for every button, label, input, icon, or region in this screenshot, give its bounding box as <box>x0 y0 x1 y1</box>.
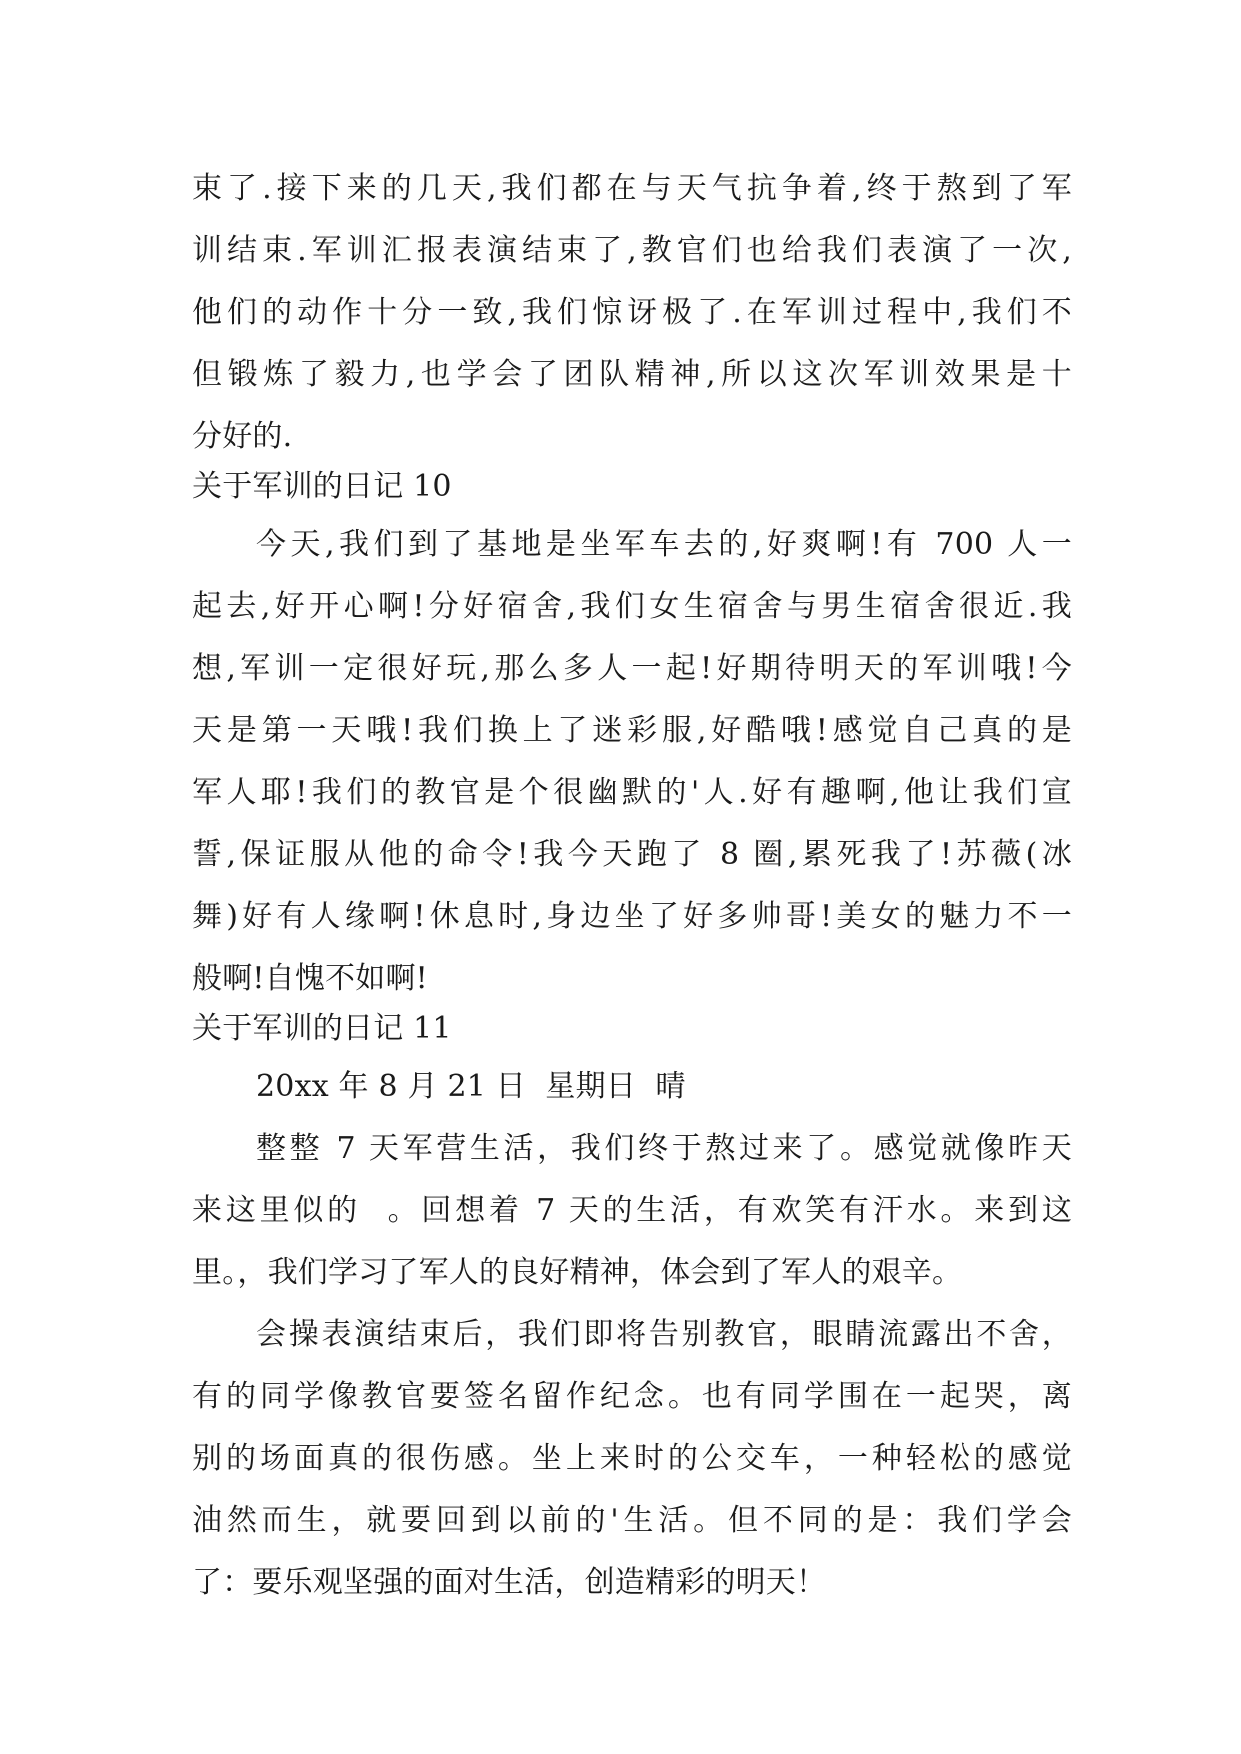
entry-title: 关于军训的日记 11 <box>192 1011 452 1046</box>
body-line: 训结束.军训汇报表演结束了,教官们也给我们表演了一次, <box>192 233 1072 268</box>
body-line: 今天,我们到了基地是坐军车去的,好爽啊!有 700 人一 <box>256 527 1072 562</box>
body-line: 来这里似的 。回想着 7 天的生活，有欢笑有汗水。来到这 <box>192 1193 1072 1228</box>
date-line: 20xx 年 8 月 21 日 星期日 晴 <box>256 1069 686 1104</box>
entry-title: 关于军训的日记 10 <box>192 469 452 504</box>
body-line: 般啊!自愧不如啊! <box>192 961 428 996</box>
body-line: 但锻炼了毅力,也学会了团队精神,所以这次军训效果是十 <box>192 357 1072 392</box>
body-line: 他们的动作十分一致,我们惊讶极了.在军训过程中,我们不 <box>192 295 1072 330</box>
body-line: 束了.接下来的几天,我们都在与天气抗争着,终于熬到了军 <box>192 171 1072 206</box>
body-line: 起去,好开心啊!分好宿舍,我们女生宿舍与男生宿舍很近.我 <box>192 589 1072 624</box>
body-line: 了：要乐观坚强的面对生活，创造精彩的明天！ <box>192 1565 827 1600</box>
body-line: 军人耶!我们的教官是个很幽默的'人.好有趣啊,他让我们宣 <box>192 775 1072 810</box>
body-line: 别的场面真的很伤感。坐上来时的公交车，一种轻松的感觉 <box>192 1441 1072 1476</box>
body-line: 舞)好有人缘啊!休息时,身边坐了好多帅哥!美女的魅力不一 <box>192 899 1072 934</box>
body-line: 想,军训一定很好玩,那么多人一起!好期待明天的军训哦!今 <box>192 651 1072 686</box>
body-line: 分好的. <box>192 419 293 454</box>
body-line: 里。，我们学习了军人的良好精神，体会到了军人的艰辛。 <box>192 1255 963 1290</box>
body-line: 有的同学像教官要签名留作纪念。也有同学围在一起哭，离 <box>192 1379 1072 1414</box>
body-line: 誓,保证服从他的命令!我今天跑了 8 圈,累死我了!苏薇(冰 <box>192 837 1072 872</box>
body-line: 油然而生，就要回到以前的'生活。但不同的是：我们学会 <box>192 1503 1072 1538</box>
body-line: 会操表演结束后，我们即将告别教官，眼睛流露出不舍， <box>256 1317 1072 1352</box>
body-line: 天是第一天哦!我们换上了迷彩服,好酷哦!感觉自己真的是 <box>192 713 1072 748</box>
body-line: 整整 7 天军营生活，我们终于熬过来了。感觉就像昨天 <box>256 1131 1072 1166</box>
